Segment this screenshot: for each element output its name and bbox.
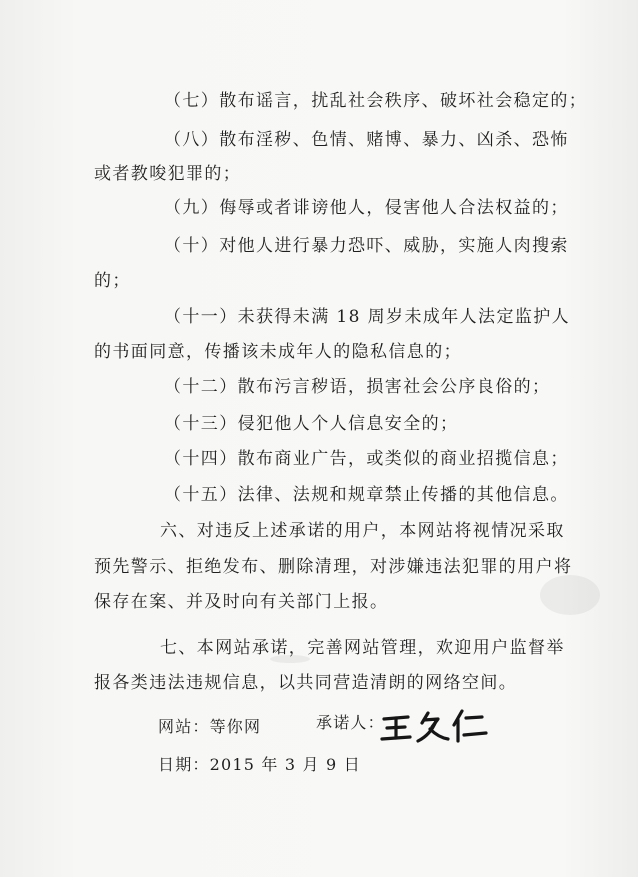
clause-15: （十五）法律、法规和规章禁止传播的其他信息。 — [164, 485, 569, 505]
promisor-label: 承诺人： — [316, 713, 385, 732]
clause-8-line2: 或者教唆犯罪的； — [94, 164, 242, 184]
section-7-line2: 报各类违法违规信息，以共同营造清朗的网络空间。 — [94, 673, 518, 693]
section-6-line1: 六、对违反上述承诺的用户，本网站将视情况采取 — [160, 521, 565, 541]
clause-14: （十四）散布商业广告，或类似的商业招揽信息； — [164, 449, 569, 469]
clause-11-line1: （十一）未获得未满 18 周岁未成年人法定监护人 — [164, 307, 571, 327]
clause-9: （九）侮辱或者诽谤他人，侵害他人合法权益的； — [164, 198, 569, 218]
clause-10-line2: 的； — [94, 271, 131, 291]
clause-7: （七）散布谣言，扰乱社会秩序、破坏社会稳定的； — [164, 91, 588, 111]
section-6-line3: 保存在案、并及时向有关部门上报。 — [94, 592, 389, 612]
website-label: 网站：等你网 — [158, 717, 262, 736]
clause-12: （十二）散布污言秽语，损害社会公序良俗的； — [164, 377, 551, 397]
clause-10-line1: （十）对他人进行暴力恐吓、威胁，实施人肉搜索 — [164, 236, 569, 256]
clause-11-line2: 的书面同意，传播该未成年人的隐私信息的； — [94, 342, 462, 362]
clause-13: （十三）侵犯他人个人信息安全的； — [164, 414, 459, 434]
section-6-line2: 预先警示、拒绝发布、删除清理，对涉嫌违法犯罪的用户将 — [94, 557, 573, 577]
clause-8-line1: （八）散布淫秽、色情、赌博、暴力、凶杀、恐怖 — [164, 130, 569, 150]
section-7-line1: 七、本网站承诺，完善网站管理，欢迎用户监督举 — [160, 638, 565, 658]
handwritten-signature — [378, 705, 490, 747]
date-label: 日期：2015 年 3 月 9 日 — [158, 755, 361, 774]
